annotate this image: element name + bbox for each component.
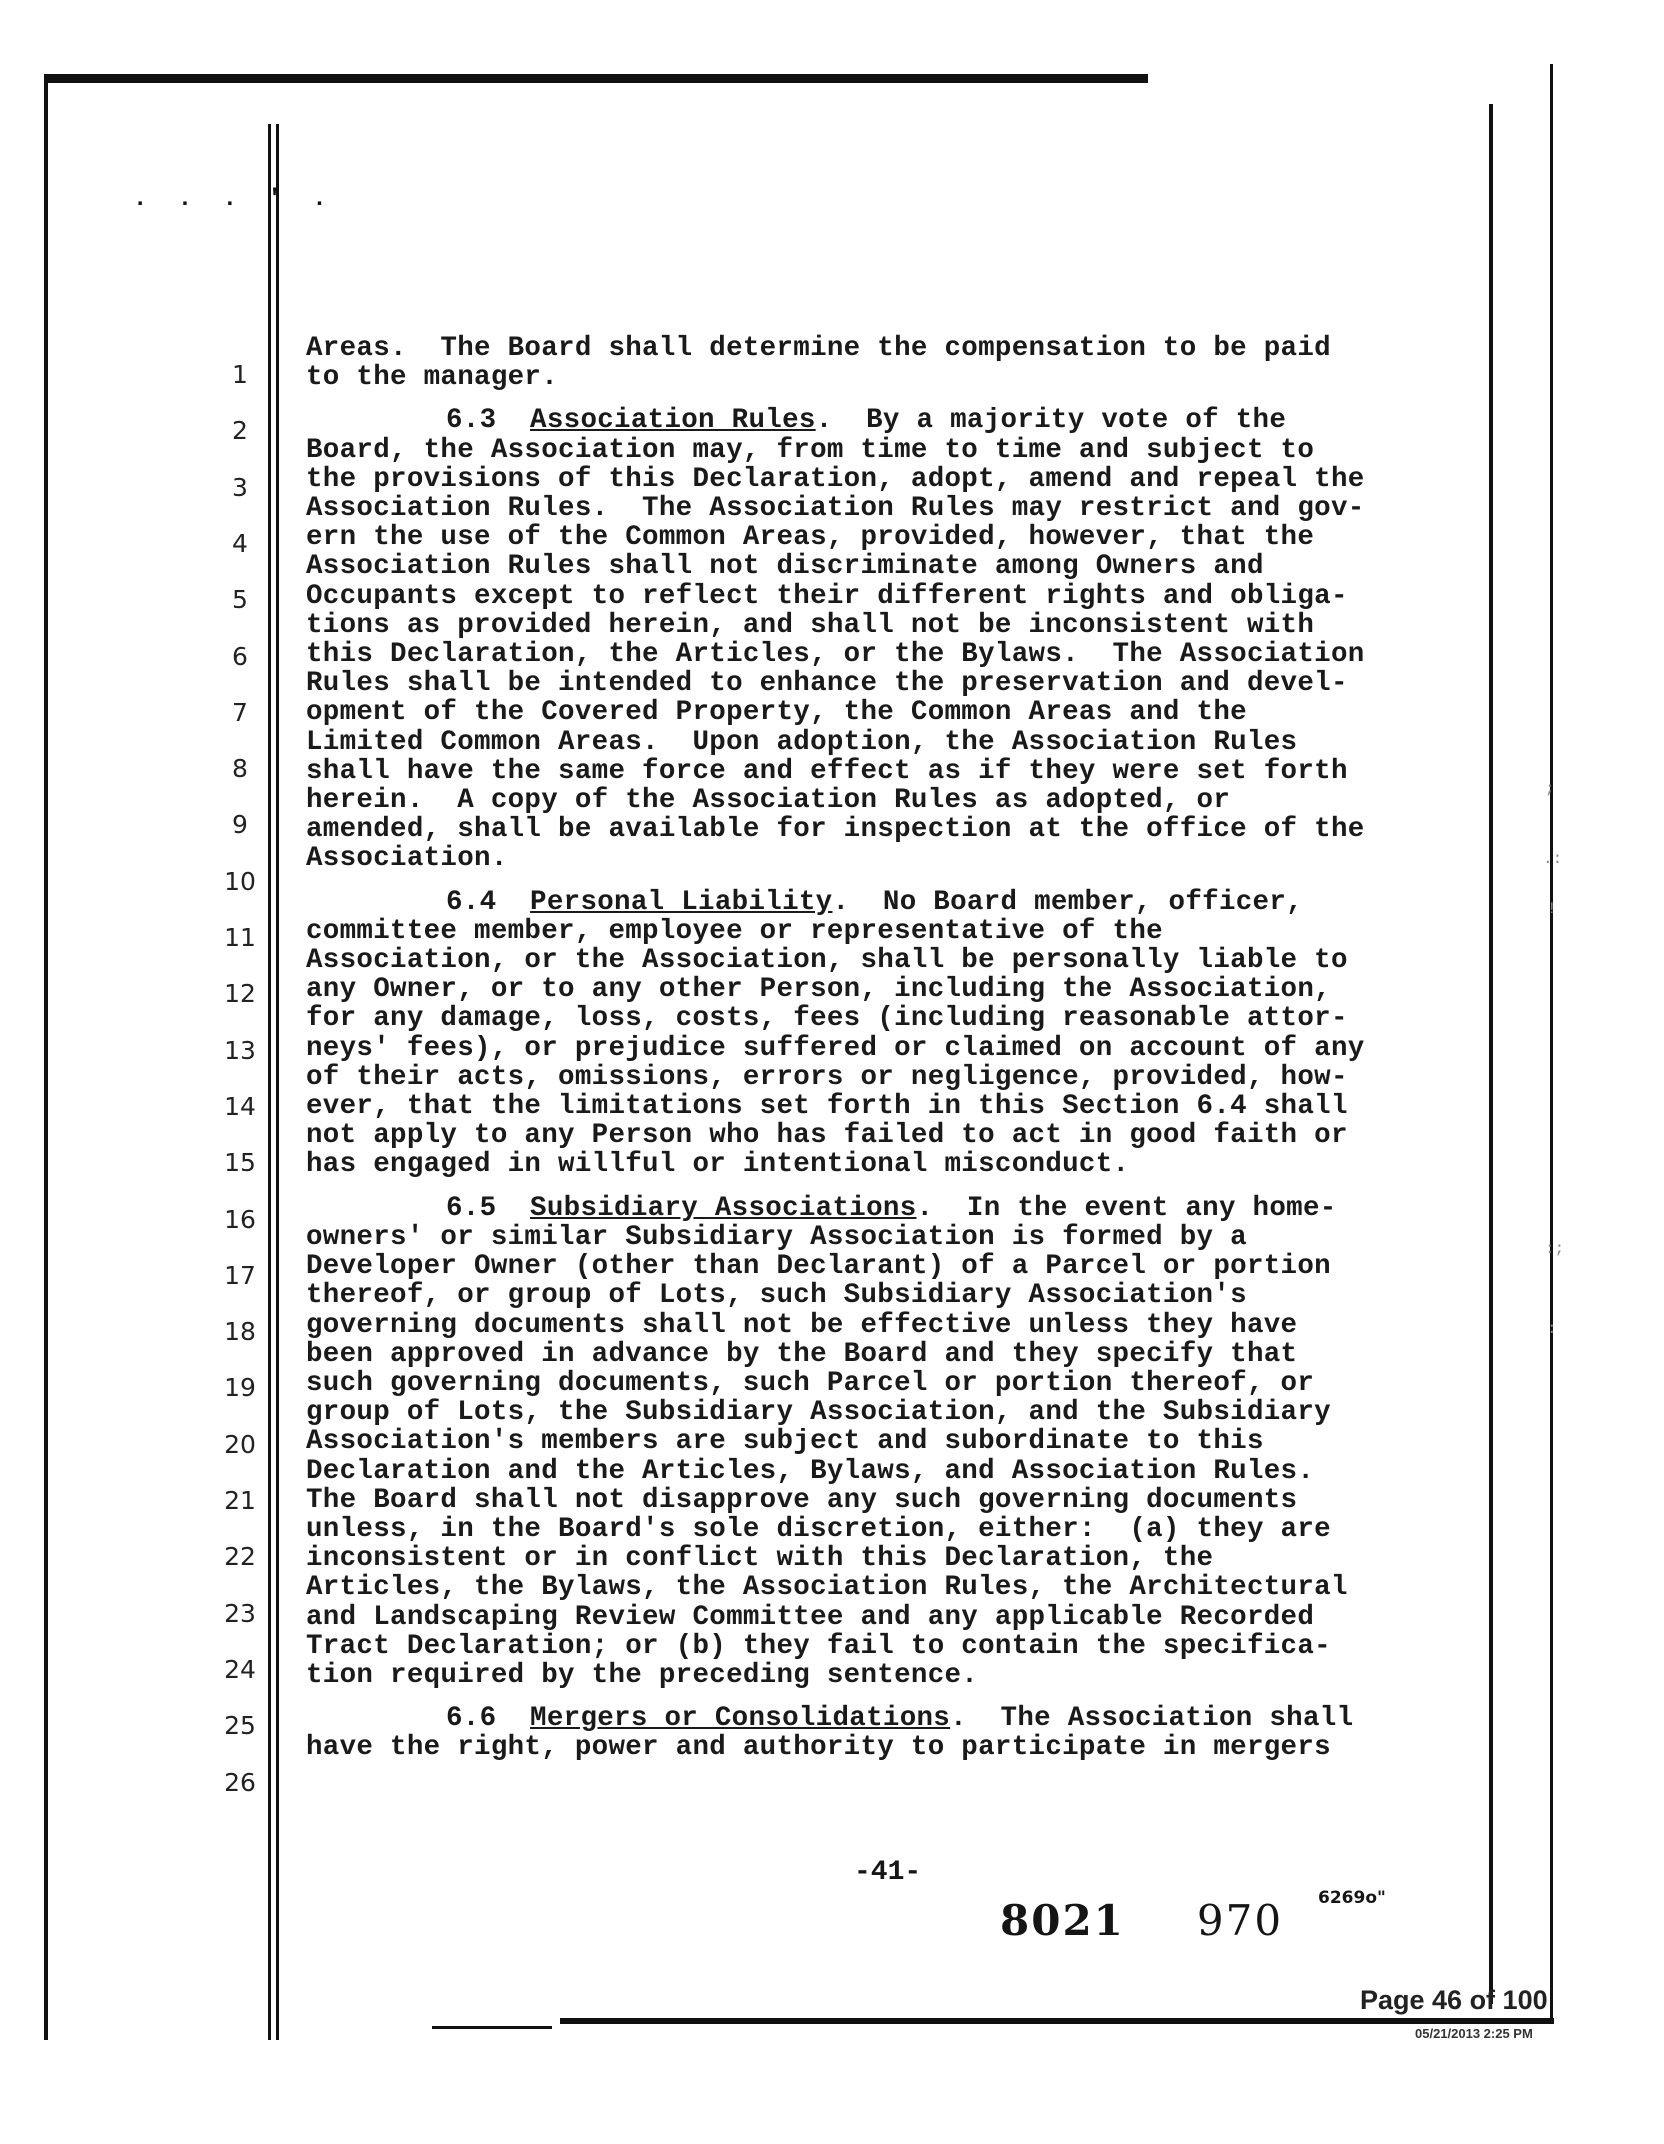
text-line: neys' fees), or prejudice suffered or claimed on account of any (306, 1032, 1365, 1064)
text-line: any Owner, or to any other Person, including the Association, (306, 974, 1331, 1006)
line-number: 9 (232, 810, 248, 840)
paragraph (306, 888, 1436, 1180)
paragraph (306, 1704, 1436, 1762)
line-number: 10 (224, 866, 256, 896)
line-number: 12 (224, 979, 256, 1009)
text-line: ern the use of the Common Areas, provided, however, that the (306, 522, 1315, 554)
line-number: 19 (224, 1373, 256, 1403)
section-number: 6.3 (446, 405, 497, 437)
text-line: to the manager. (306, 362, 559, 394)
text-line: inconsistent or in conflict with this Declaration, the (306, 1543, 1214, 1575)
bottom-rule-short (432, 2026, 552, 2029)
text-line: Board, the Association may, from time to time and subject to (306, 434, 1315, 466)
left-border-rule (44, 74, 48, 2040)
text-line: and Landscaping Review Committee and any applicable Recorded (306, 1601, 1315, 1633)
line-number: 4 (232, 528, 248, 558)
paragraph (306, 1194, 1436, 1690)
line-number: 16 (224, 1204, 256, 1234)
document-number-book: 8021 (1000, 1896, 1125, 1945)
text-line: has engaged in willful or intentional misconduct. (306, 1149, 1130, 1181)
text-line: Limited Common Areas. Upon adoption, the Association Rules (306, 726, 1298, 758)
section-heading-tail: . By a majority vote of the (815, 405, 1287, 437)
text-line: Developer Owner (other than Declarant) of a Parcel or portion (306, 1251, 1331, 1283)
text-line: Tract Declaration; or (b) they fail to contain the specifica- (306, 1630, 1331, 1662)
text-line: Association, or the Association, shall be personally liable to (306, 945, 1348, 977)
text-line: Association. (306, 843, 508, 875)
line-number: 21 (224, 1486, 256, 1515)
section-heading: Personal Liability (530, 886, 833, 918)
text-line: governing documents shall not be effective unless they have (306, 1309, 1298, 1341)
text-line: shall have the same force and effect as if they were set forth (306, 755, 1348, 787)
margin-double-rule-a (268, 124, 271, 2040)
section-heading: Subsidiary Associations (530, 1192, 917, 1224)
text-line: Rules shall be intended to enhance the preservation and devel- (306, 668, 1348, 700)
text-line: been approved in advance by the Board and they specify that (306, 1338, 1298, 1370)
document-number (1000, 1896, 1283, 1945)
text-line: tions as provided herein, and shall not be inconsistent with (306, 609, 1315, 641)
line-number: 20 (224, 1429, 256, 1459)
section-heading-tail: . The Association shall (950, 1703, 1354, 1735)
line-number: 14 (224, 1091, 256, 1121)
text-line: owners' or similar Subsidiary Association is formed by a (306, 1221, 1247, 1253)
paragraph (306, 334, 1436, 392)
line-number: 3 (232, 472, 248, 502)
text-line: Association's members are subject and subordinate to this (306, 1426, 1264, 1458)
section-heading-line (306, 1194, 1436, 1223)
text-line: have the right, power and authority to participate in mergers (306, 1732, 1331, 1764)
line-number: 8 (232, 754, 248, 784)
line-number: 11 (224, 923, 256, 952)
document-code: 6269o" (1318, 1888, 1386, 1908)
text-line: ever, that the limitations set forth in this Section 6.4 shall (306, 1091, 1348, 1123)
page-of-label: Page 46 of 100 (1360, 1985, 1548, 2015)
document-body (306, 334, 1436, 1763)
text-line: tion required by the preceding sentence. (306, 1659, 979, 1691)
line-number: 18 (224, 1317, 256, 1347)
scan-speck: ! (1547, 900, 1557, 918)
text-line: Declaration and the Articles, Bylaws, and Association Rules. (306, 1455, 1315, 1487)
section-heading-tail: . In the event any home- (916, 1192, 1337, 1224)
print-timestamp: 05/21/2013 2:25 PM (1415, 2026, 1533, 2041)
line-number: 7 (232, 697, 248, 727)
text-line: such governing documents, such Parcel or portion thereof, or (306, 1367, 1315, 1399)
text-line: Association Rules shall not discriminate among Owners and (306, 551, 1264, 583)
text-line: Occupants except to reflect their different rights and obliga- (306, 580, 1348, 612)
page-number: -41- (854, 1857, 922, 1888)
line-number: 25 (224, 1711, 256, 1741)
scan-speck: : (1547, 1320, 1557, 1338)
line-number: 1 (232, 360, 248, 389)
section-heading-line (306, 1704, 1436, 1733)
text-line: amended, shall be available for inspection at the office of the (306, 814, 1365, 846)
text-line: thereof, or group of Lots, such Subsidiary Association's (306, 1280, 1247, 1312)
margin-double-rule-b (276, 124, 279, 2040)
text-line: this Declaration, the Articles, or the Bylaws. The Association (306, 639, 1365, 671)
line-number: 15 (224, 1148, 256, 1178)
line-number: 24 (224, 1654, 256, 1684)
section-heading-tail: . No Board member, officer, (832, 886, 1303, 918)
section-heading: Mergers or Consolidations (530, 1703, 951, 1735)
line-number: 2 (232, 416, 248, 446)
line-number: 23 (224, 1598, 256, 1628)
line-number: 22 (224, 1542, 256, 1572)
text-line: herein. A copy of the Association Rules as adopted, or (306, 785, 1231, 817)
text-line: unless, in the Board's sole discretion, either: (a) they are (306, 1513, 1331, 1545)
text-line: Articles, the Bylaws, the Association Rules, the Architectural (306, 1572, 1348, 1604)
section-number: 6.4 (446, 886, 497, 918)
top-border-rule (44, 74, 1148, 83)
section-number: 6.5 (446, 1192, 497, 1224)
section-heading: Association Rules (530, 405, 816, 437)
line-number: 26 (224, 1767, 256, 1797)
far-right-rule (1550, 64, 1553, 2022)
text-line: of their acts, omissions, errors or negligence, provided, how- (306, 1061, 1348, 1093)
paragraph (306, 406, 1436, 873)
text-line: not apply to any Person who has failed to act in good faith or (306, 1120, 1348, 1152)
text-line: The Board shall not disapprove any such governing documents (306, 1484, 1298, 1516)
document-number-page: 970 (1196, 1896, 1284, 1945)
text-line: the provisions of this Declaration, adopt, amend and repeal the (306, 463, 1365, 495)
text-line: committee member, employee or representative of the (306, 915, 1163, 947)
scan-speck: ; (1545, 780, 1555, 798)
scan-speck: .: (1543, 850, 1563, 868)
text-line: Association Rules. The Association Rules may restrict and gov- (306, 493, 1365, 525)
margin-dots: . . . ' . (133, 186, 335, 213)
text-line: group of Lots, the Subsidiary Association, and the Subsidiary (306, 1397, 1331, 1429)
line-number: 6 (232, 641, 248, 671)
section-number: 6.6 (446, 1703, 497, 1735)
section-heading-line (306, 406, 1436, 435)
text-line: for any damage, loss, costs, fees (including reasonable attor- (306, 1003, 1348, 1035)
line-number: 13 (224, 1035, 256, 1065)
scan-speck: :; (1545, 1240, 1565, 1258)
text-line: Areas. The Board shall determine the compensation to be paid (306, 333, 1331, 364)
text-line: opment of the Covered Property, the Common Areas and the (306, 697, 1247, 729)
right-border-rule (1489, 104, 1493, 2004)
line-number: 5 (232, 585, 248, 615)
bottom-rule-long (560, 2018, 1554, 2024)
line-number: 17 (224, 1260, 256, 1290)
section-heading-line (306, 888, 1436, 917)
